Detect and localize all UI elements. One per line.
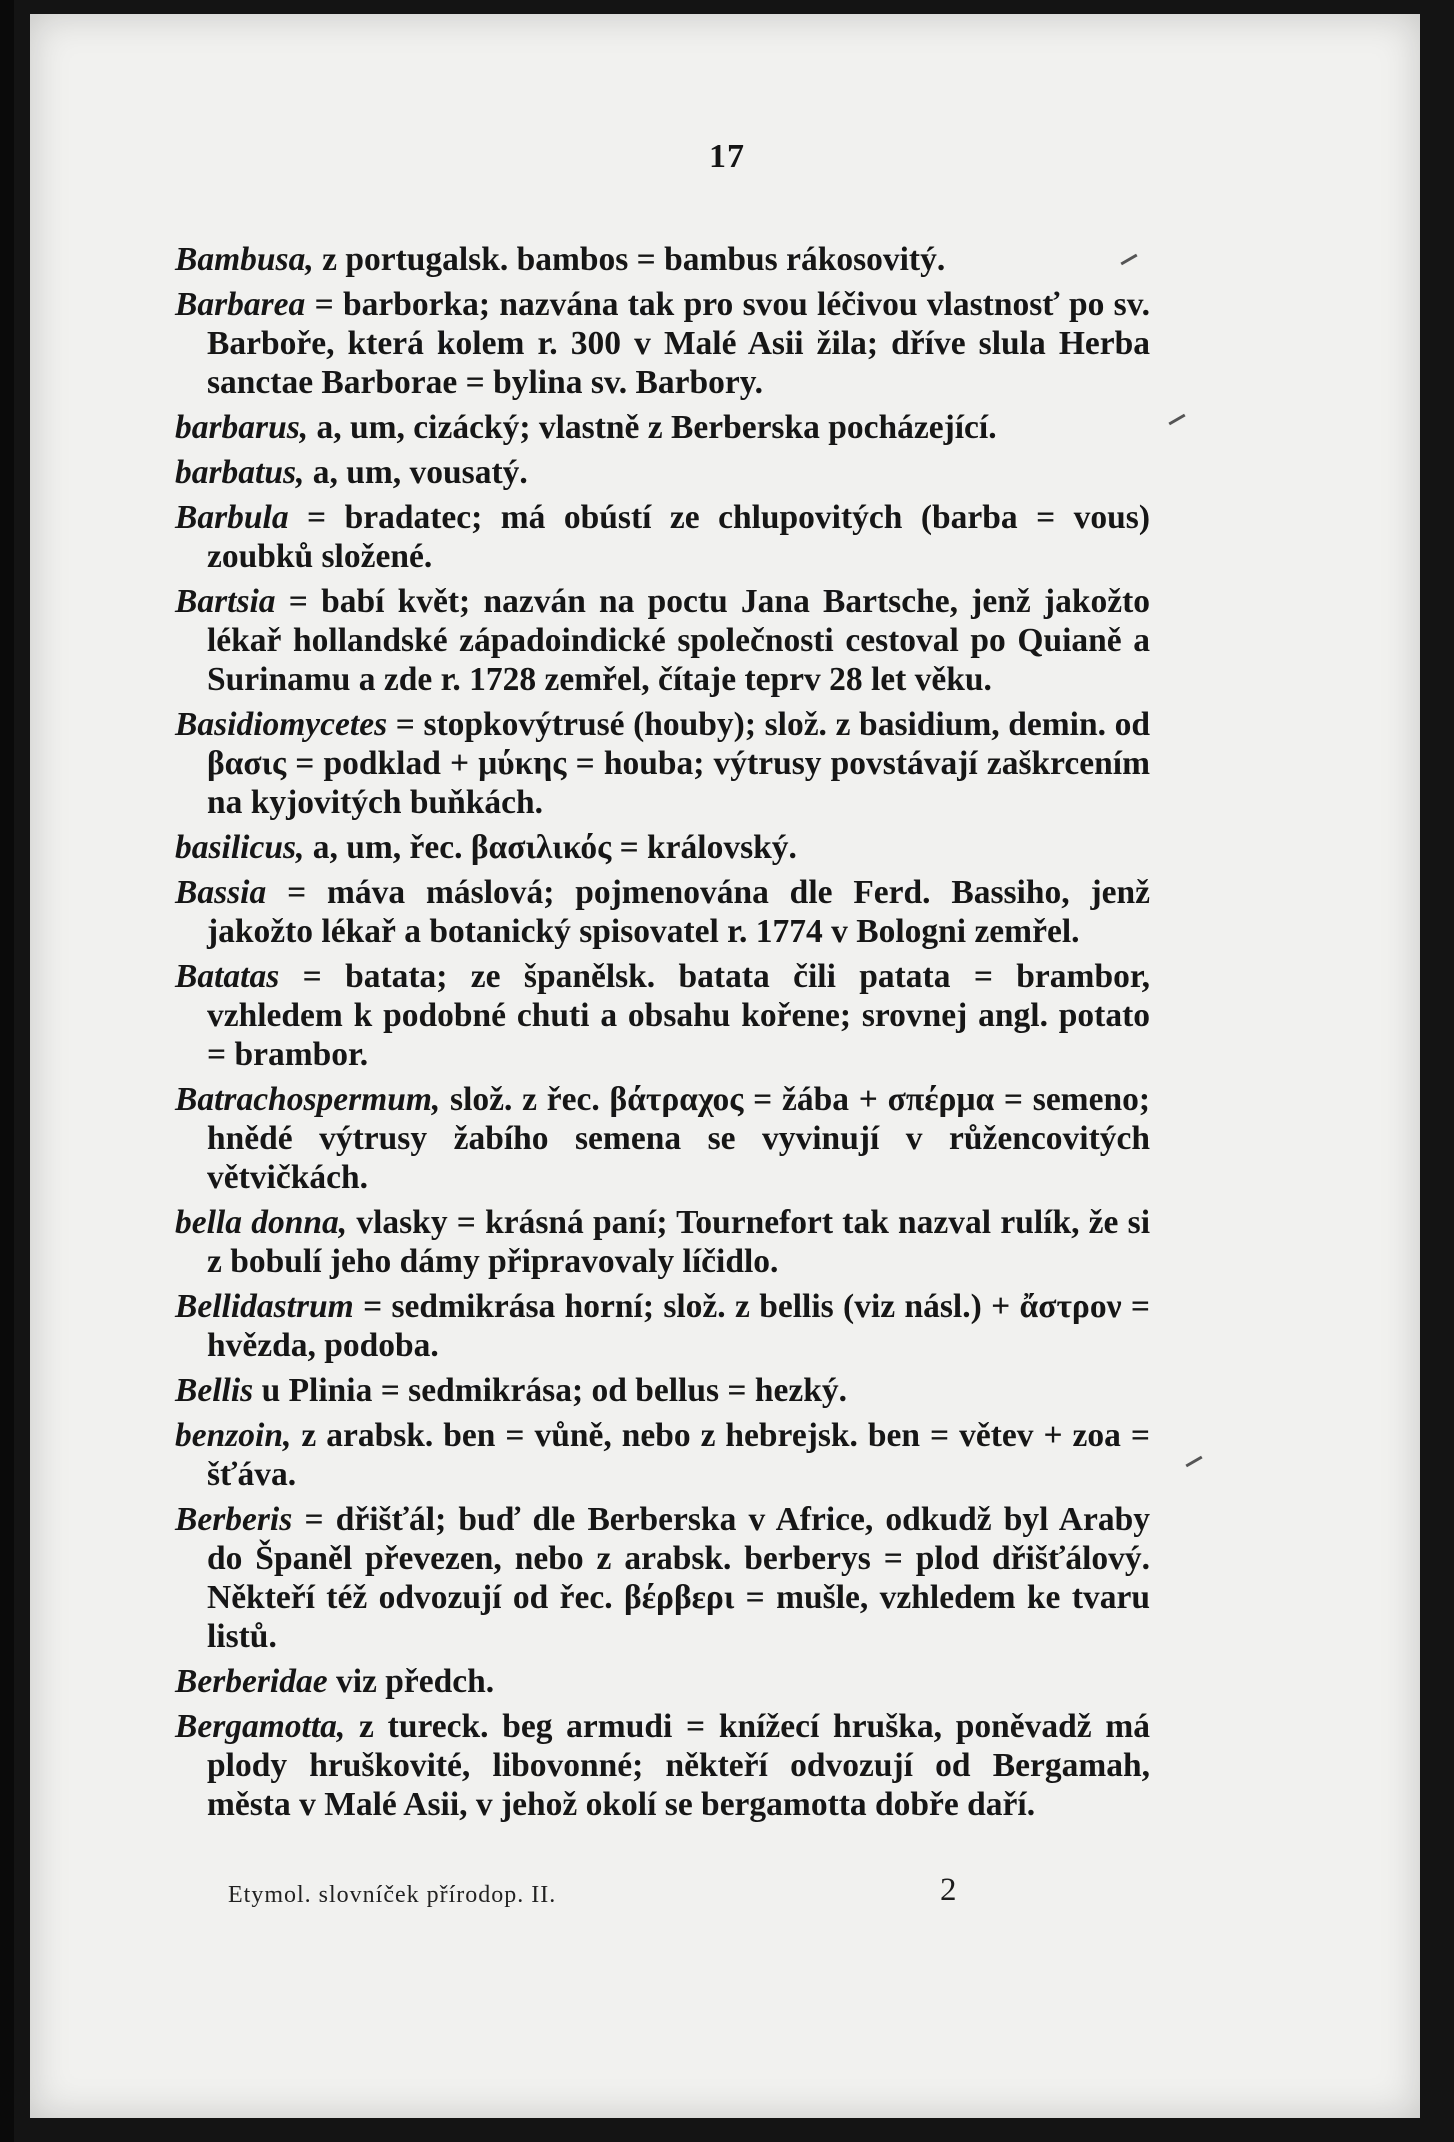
dictionary-entry [175,453,1150,492]
dictionary-entry [175,957,1150,1074]
entry-headword: basilicus, [175,829,305,866]
entry-definition: a, um, řec. βασιλικός = královský. [304,829,797,866]
entry-headword: Berberidae [175,1663,328,1700]
entry-definition: a, um, vousatý. [304,454,528,491]
dictionary-entry [175,240,1150,279]
book-spine [0,0,14,2142]
sheet-number: 2 [940,1872,957,1908]
entry-headword: Bellis [175,1372,254,1409]
entry-headword: Barbarea [175,286,306,323]
entry-definition: = sedmikrása horní; slož. z bellis (viz násl.) + ἄστρον = hvězda, podoba. [207,1288,1150,1364]
entry-definition: = máva máslová; pojmenována dle Ferd. Bassiho, jenž jakožto lékař a botanický spisovatel r. 1774 v Bologni zemřel. [207,874,1150,950]
entry-definition: vlasky = krásná paní; Tournefort tak nazval rulík, že si z bobulí jeho dámy připravovaly líčidlo. [207,1204,1150,1280]
entry-headword: barbarus, [175,409,309,446]
entry-headword: Bellidastrum [175,1288,354,1325]
entry-definition: = stopkovýtrusé (houby); slož. z basidium, demin. od βασις = podklad + μύκης = houba; výtrusy povstávají zaškrcením na kyjovitých buňkách. [207,706,1150,821]
entry-headword: Barbula [175,499,289,536]
entry-definition: a, um, cizácký; vlastně z Berberska pocházející. [308,409,997,446]
dictionary-entry [175,1080,1150,1197]
dictionary-entry [175,1371,1150,1410]
entry-headword: Berberis [175,1501,293,1538]
page-number: 17 [709,138,745,175]
dictionary-entries [175,240,1150,1830]
entry-definition: z tureck. beg armudi = knížecí hruška, poněvadž má plody hruškovité, libovonné; někteří odvozují od Bergamah, města v Malé Asii, v jehož okolí se bergamotta dobře daří. [207,1708,1150,1823]
dictionary-entry [175,582,1150,699]
entry-headword: Bartsia [175,583,276,620]
dictionary-entry [175,1287,1150,1365]
dictionary-entry [175,1416,1150,1494]
dictionary-entry [175,873,1150,951]
dictionary-entry [175,705,1150,822]
entry-definition: = batata; ze španělsk. batata čili patata = brambor, vzhledem k podobné chuti a obsahu kořene; srovnej angl. potato = brambor. [207,958,1150,1073]
dictionary-entry [175,498,1150,576]
entry-definition: = barborka; nazvána tak pro svou léčivou vlastnosť po sv. Barboře, která kolem r. 300 v Malé Asii žila; dříve slula Herba sanctae Barborae = bylina sv. Barbory. [207,286,1150,401]
entry-headword: Basidiomycetes [175,706,388,743]
dictionary-entry [175,1203,1150,1281]
entry-headword: Bergamotta, [175,1708,346,1745]
entry-definition: u Plinia = sedmikrása; od bellus = hezký. [253,1372,847,1409]
entry-definition: = bradatec; má obústí ze chlupovitých (barba = vous) zoubků složené. [207,499,1150,575]
dictionary-entry [175,285,1150,402]
dictionary-entry [175,1662,1150,1701]
entry-definition: = babí květ; nazván na poctu Jana Bartsche, jenž jakožto lékař hollandské západoindické společnosti cestoval po Quianě a Surinamu a zde r. 1728 zemřel, čítaje teprv 28 let věku. [207,583,1150,698]
entry-definition: slož. z řec. βάτραχος = žába + σπέρμα = semeno; hnědé výtrusy žabího semena se vyvinují v růžencovitých větvičkách. [207,1081,1150,1196]
entry-headword: bella donna, [175,1204,348,1241]
entry-definition: z portugalsk. bambos = bambus rákosovitý. [313,241,946,278]
entry-definition: viz předch. [327,1663,495,1700]
entry-headword: barbatus, [175,454,305,491]
dictionary-entry [175,828,1150,867]
entry-headword: Batatas [175,958,280,995]
entry-headword: Bassia [175,874,267,911]
entry-headword: Bambusa, [175,241,314,278]
entry-headword: Batrachospermum, [175,1081,441,1118]
dictionary-entry [175,1707,1150,1824]
entry-definition: z arabsk. ben = vůně, nebo z hebrejsk. ben = větev + zoa = šťáva. [207,1417,1150,1493]
footer-title: Etymol. slovníček přírodop. II. [228,1882,557,1908]
entry-headword: benzoin, [175,1417,292,1454]
dictionary-entry [175,1500,1150,1656]
entry-definition: = dřišťál; buď dle Berberska v Africe, odkudž byl Araby do Španěl převezen, nebo z arabsk. berberys = plod dřišťálový. Někteří též odvozují od řec. βέρβερι = mušle, vzhledem ke tvaru listů. [207,1501,1150,1655]
dictionary-entry [175,408,1150,447]
